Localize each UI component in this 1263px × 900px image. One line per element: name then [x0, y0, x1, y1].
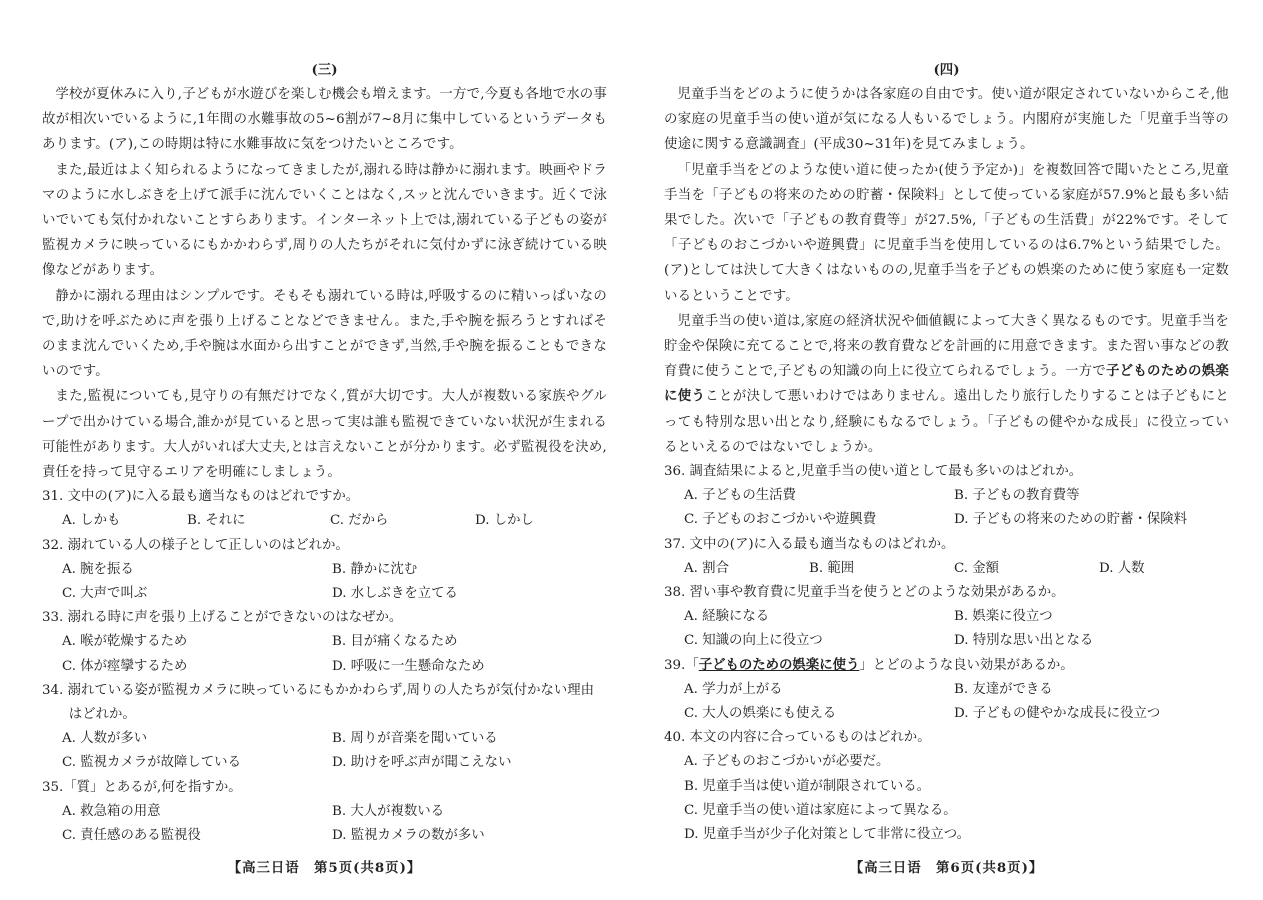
passage-paragraph: 児童手当をどのように使うかは各家庭の自由です。使い道が限定されていないからこそ,他の家庭の児童手当の使い道が気になる人もいるでしょう。内閣府が実施した「児童手当等の使途に関する意識調査」(平成30~31年)を見てみましょう。	[664, 87, 1229, 153]
option-group	[664, 678, 1229, 726]
option-c: C. 知識の向上に役立つ	[684, 633, 823, 649]
question-stem: 36. 調査結果によると,児童手当の使い道として最も多いのはどれか。	[664, 464, 1083, 480]
question-37	[664, 533, 1229, 581]
option-b: B. 目が痛くなるため	[332, 634, 458, 650]
option-b: B. 周りが音楽を聞いている	[332, 731, 498, 747]
option-d: D. 助けを呼ぶ声が聞こえない	[332, 755, 512, 771]
passage-paragraph: また,最近はよく知られるようになってきましたが,溺れる時は静かに溺れます。映画やドラマのように水しぶきを上げて派手に沈んでいくことはなく,スッと沈んでいきます。近くで泳いでいても気付かれないことすらあります。インターネット上では,溺れている子どもの姿が監視カメラに映っているにもかかわらず,周りの人たちがそれに気付かずに泳ぎ続けている映像などがあります。	[42, 162, 607, 279]
option-c: C. 責任感のある監視役	[62, 828, 201, 844]
option-d: D. しかし	[475, 513, 534, 529]
question-38	[664, 581, 1229, 654]
passage-paragraph	[664, 309, 1229, 460]
option-c: C. 大人の娯楽にも使える	[684, 706, 837, 722]
question-35	[42, 776, 607, 849]
passage-paragraph: 「児童手当をどのような使い道に使ったか(使う予定か)」を複数回答で聞いたところ,児童手当を「子どもの将来のための貯蓄・保険料」として使っている家庭が57.9%と最も多い結果でした。次いで「子どもの教育費等」が27.5%,「子どもの生活費」が22%です。そして「子どものおこづかいや遊興費」に児童手当を使用しているのは6.7%という結果でした。(ア)としては決して大きくはないものの,児童手当を子どもの娯楽のために使う家庭も一定数いるということです。	[664, 162, 1229, 304]
left-page	[42, 58, 607, 878]
option-d: D. 呼吸に一生懸命なため	[332, 658, 485, 674]
option-a: A. 腕を振る	[62, 561, 134, 577]
option-b: B. 大人が複数いる	[332, 803, 445, 819]
option-d: D. 児童手当が少子化対策として非常に役立つ。	[684, 827, 971, 843]
question-stem: 31. 文中の(ア)に入る最も適当なものはどれですか。	[42, 489, 360, 505]
option-d: D. 特別な思い出となる	[954, 633, 1094, 649]
question-stem: 37. 文中の(ア)に入る最も適当なものはどれか。	[664, 536, 955, 552]
option-d: D. 子どもの将来のための貯蓄・保険料	[954, 512, 1188, 528]
option-d: D. 人数	[1099, 560, 1145, 576]
option-a: A. 人数が多い	[62, 731, 148, 747]
option-group	[664, 750, 1229, 847]
section-title: (三)	[311, 62, 338, 78]
option-b: B. 娯楽に役立つ	[954, 609, 1053, 625]
option-group	[42, 509, 607, 533]
question-stem: 38. 習い事や教育費に児童手当を使うとどのような効果があるか。	[664, 585, 1065, 601]
option-group	[42, 558, 607, 606]
option-a: A. 経験になる	[684, 609, 770, 625]
option-group	[664, 605, 1229, 653]
option-group	[42, 727, 607, 775]
stem-prefix: 39.「	[664, 657, 699, 673]
question-36	[664, 460, 1229, 533]
option-b: B. それに	[187, 513, 246, 529]
paragraph-text: 児童手当の使い道は,家庭の経済状況や価値観によって大きく異なるものです。児童手当を貯金や保険に充てることで,将来の教育費などを計画的に用意できます。また習い事などの教育費に使うことで,子どもの知識の向上に役立てられるでしょう。一方で	[664, 313, 1229, 380]
option-b: B. 静かに沈む	[332, 561, 418, 577]
question-40	[664, 726, 1229, 847]
page-footer: 【高三日语 第6页(共8页)】	[849, 860, 1044, 876]
option-c: C. 児童手当の使い道は家庭によって異なる。	[684, 802, 957, 818]
option-c: C. 子どものおこづかいや遊興費	[684, 512, 877, 528]
question-stem: 34. 溺れている姿が監視カメラに映っているにもかかわらず,周りの人たちが気付かない理由はどれか。	[42, 682, 595, 723]
question-33	[42, 606, 607, 679]
paragraph-text: ことが決して悪いわけではありません。遠出したり旅行したりすることは子どもにとっても特別な思い出となり,経験にもなるでしょう。「子どもの健やかな成長」に役立っているといえるのではないでしょうか。	[664, 389, 1229, 455]
passage-paragraph: また,監視についても,見守りの有無だけでなく,質が大切です。大人が複数いる家族やグループで出かけている場合,誰かが見ていると思って実は誰も監視できていない状況が生まれる可能性があります。大人がいれば大丈夫,とは言えないことが分かります。必ず監視役を決め,責任を持って見守るエリアを明確にしましょう。	[42, 389, 607, 481]
question-stem: 40. 本文の内容に合っているものはどれか。	[664, 730, 931, 746]
option-a: A. 学力が上がる	[684, 681, 783, 697]
option-a: A. 子どものおこづかいが必要だ。	[684, 754, 890, 770]
question-stem	[664, 654, 1229, 678]
option-c: C. だから	[330, 513, 389, 529]
option-a: A. 救急箱の用意	[62, 803, 161, 819]
passage-paragraph: 学校が夏休みに入り,子どもが水遊びを楽しむ機会も増えます。一方で,今夏も各地で水の事故が相次いでいるように,1年間の水難事故の5~6割が7~8月に集中しているというデータもあります。(ア),この時期は特に水難事故に気をつけたいところです。	[42, 87, 607, 153]
option-a: A. しかも	[62, 513, 121, 529]
right-page	[664, 58, 1229, 878]
option-a: A. 喉が乾燥するため	[62, 634, 188, 650]
option-c: C. 体が痙攣するため	[62, 658, 188, 674]
question-39	[664, 654, 1229, 727]
option-c: C. 金額	[954, 560, 1000, 576]
option-a: A. 子どもの生活費	[684, 488, 796, 504]
question-32	[42, 534, 607, 607]
option-group	[42, 630, 607, 678]
option-a: A. 割合	[684, 560, 729, 576]
option-group	[664, 557, 1229, 581]
page-footer: 【高三日语 第5页(共8页)】	[227, 860, 422, 876]
question-stem: 33. 溺れる時に声を張り上げることができないのはなぜか。	[42, 610, 403, 626]
option-b: B. 範囲	[809, 560, 855, 576]
question-stem: 35.「質」とあるが,何を指すか。	[42, 779, 242, 795]
question-34	[42, 679, 607, 776]
option-c: C. 監視カメラが故障している	[62, 755, 241, 771]
option-b: B. 友達ができる	[954, 681, 1053, 697]
option-group	[42, 800, 607, 848]
section-title: (四)	[933, 62, 960, 78]
underlined-phrase: 子どものための娯楽に使う	[698, 657, 860, 673]
passage-paragraph: 静かに溺れる理由はシンプルです。そもそも溺れている時は,呼吸するのに精いっぱいなので,助けを呼ぶために声を張り上げることなどできません。また,手や腕を振ろうとすればそのまま沈んでいくため,手や腕は水面から出すことができず,当然,手や腕を振ることもできないのです。	[42, 288, 607, 380]
option-b: B. 児童手当は使い道が制限されている。	[684, 778, 930, 794]
option-d: D. 水しぶきを立てる	[332, 586, 458, 602]
option-d: D. 監視カメラの数が多い	[332, 828, 485, 844]
stem-suffix: 」とどのような良い効果があるか。	[859, 657, 1074, 673]
option-group	[664, 484, 1229, 532]
option-d: D. 子どもの健やかな成長に役立つ	[954, 706, 1161, 722]
question-stem: 32. 溺れている人の様子として正しいのはどれか。	[42, 537, 349, 553]
option-c: C. 大声で叫ぶ	[62, 586, 148, 602]
question-31	[42, 485, 607, 533]
highlighted-phrase: 子どものための娯楽に使う	[664, 364, 1229, 405]
option-b: B. 子どもの教育費等	[954, 488, 1080, 504]
